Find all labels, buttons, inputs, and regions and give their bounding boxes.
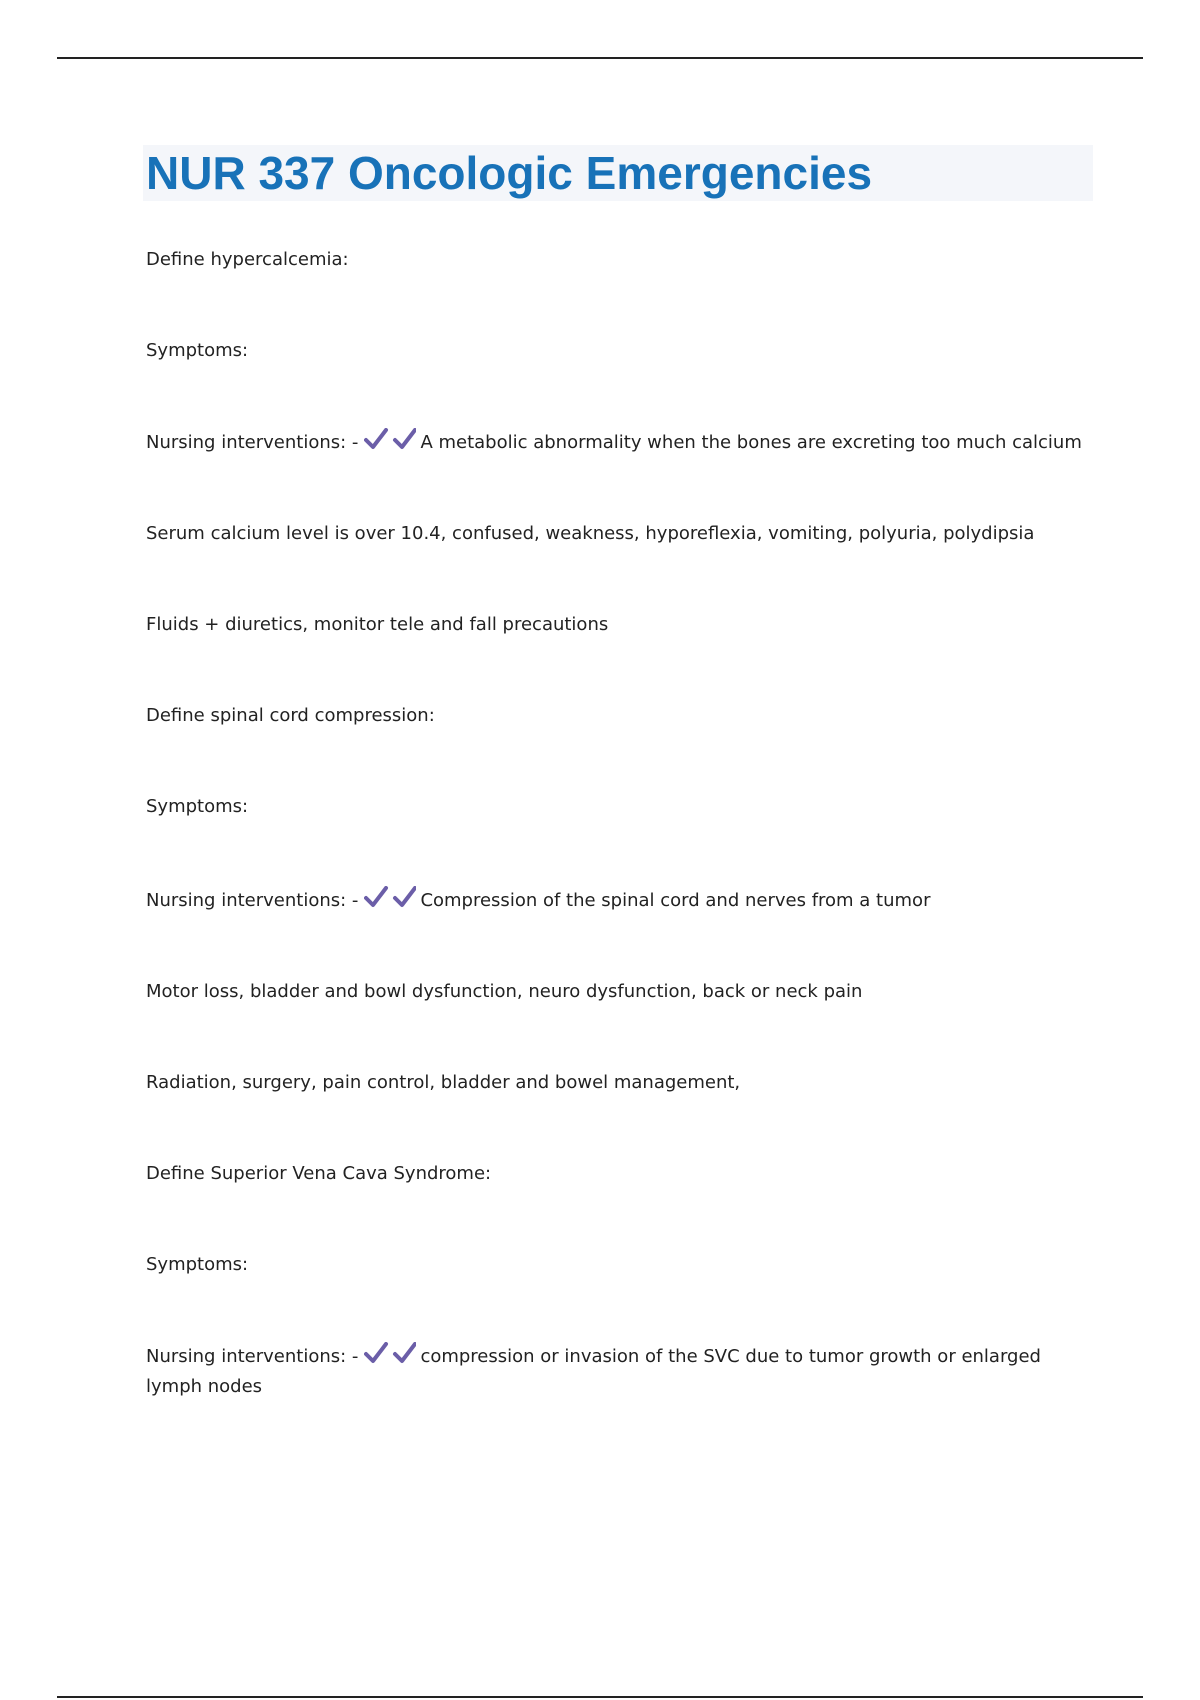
double-checkmark-icon — [364, 428, 416, 450]
prompt-define-hypercalcemia: Define hypercalcemia: — [146, 249, 349, 270]
prompt-nursing-interventions: Nursing interventions: - — [146, 1346, 359, 1367]
double-checkmark-icon — [364, 1342, 416, 1364]
answer-line — [146, 1342, 1076, 1402]
answer-line — [146, 886, 930, 916]
answer-line — [146, 428, 1082, 458]
prompt-define-spinal-cord-compression: Define spinal cord compression: — [146, 705, 435, 726]
prompt-symptoms: Symptoms: — [146, 1254, 249, 1275]
top-rule — [57, 57, 1143, 59]
prompt-nursing-interventions: Nursing interventions: - — [146, 432, 359, 453]
prompt-symptoms: Symptoms: — [146, 340, 249, 361]
prompt-nursing-interventions: Nursing interventions: - — [146, 890, 359, 911]
double-checkmark-icon — [364, 886, 416, 908]
answer-interventions: Radiation, surgery, pain control, bladder and bowel management, — [146, 1072, 741, 1093]
answer-definition: Compression of the spinal cord and nerves from a tumor — [420, 890, 931, 911]
bottom-rule — [57, 1696, 1143, 1698]
answer-symptoms: Serum calcium level is over 10.4, confused, weakness, hyporeflexia, vomiting, polyuria, polydipsia — [146, 523, 1035, 544]
answer-definition: A metabolic abnormality when the bones are excreting too much calcium — [420, 432, 1082, 453]
prompt-symptoms: Symptoms: — [146, 796, 249, 817]
answer-interventions: Fluids + diuretics, monitor tele and fall precautions — [146, 614, 609, 635]
page-title: NUR 337 Oncologic Emergencies — [146, 147, 873, 199]
answer-symptoms: Motor loss, bladder and bowl dysfunction, neuro dysfunction, back or neck pain — [146, 981, 863, 1002]
prompt-define-svc-syndrome: Define Superior Vena Cava Syndrome: — [146, 1163, 492, 1184]
answer-definition: compression or invasion of the SVC due to tumor growth or enlarged lymph nodes — [146, 1346, 1041, 1397]
